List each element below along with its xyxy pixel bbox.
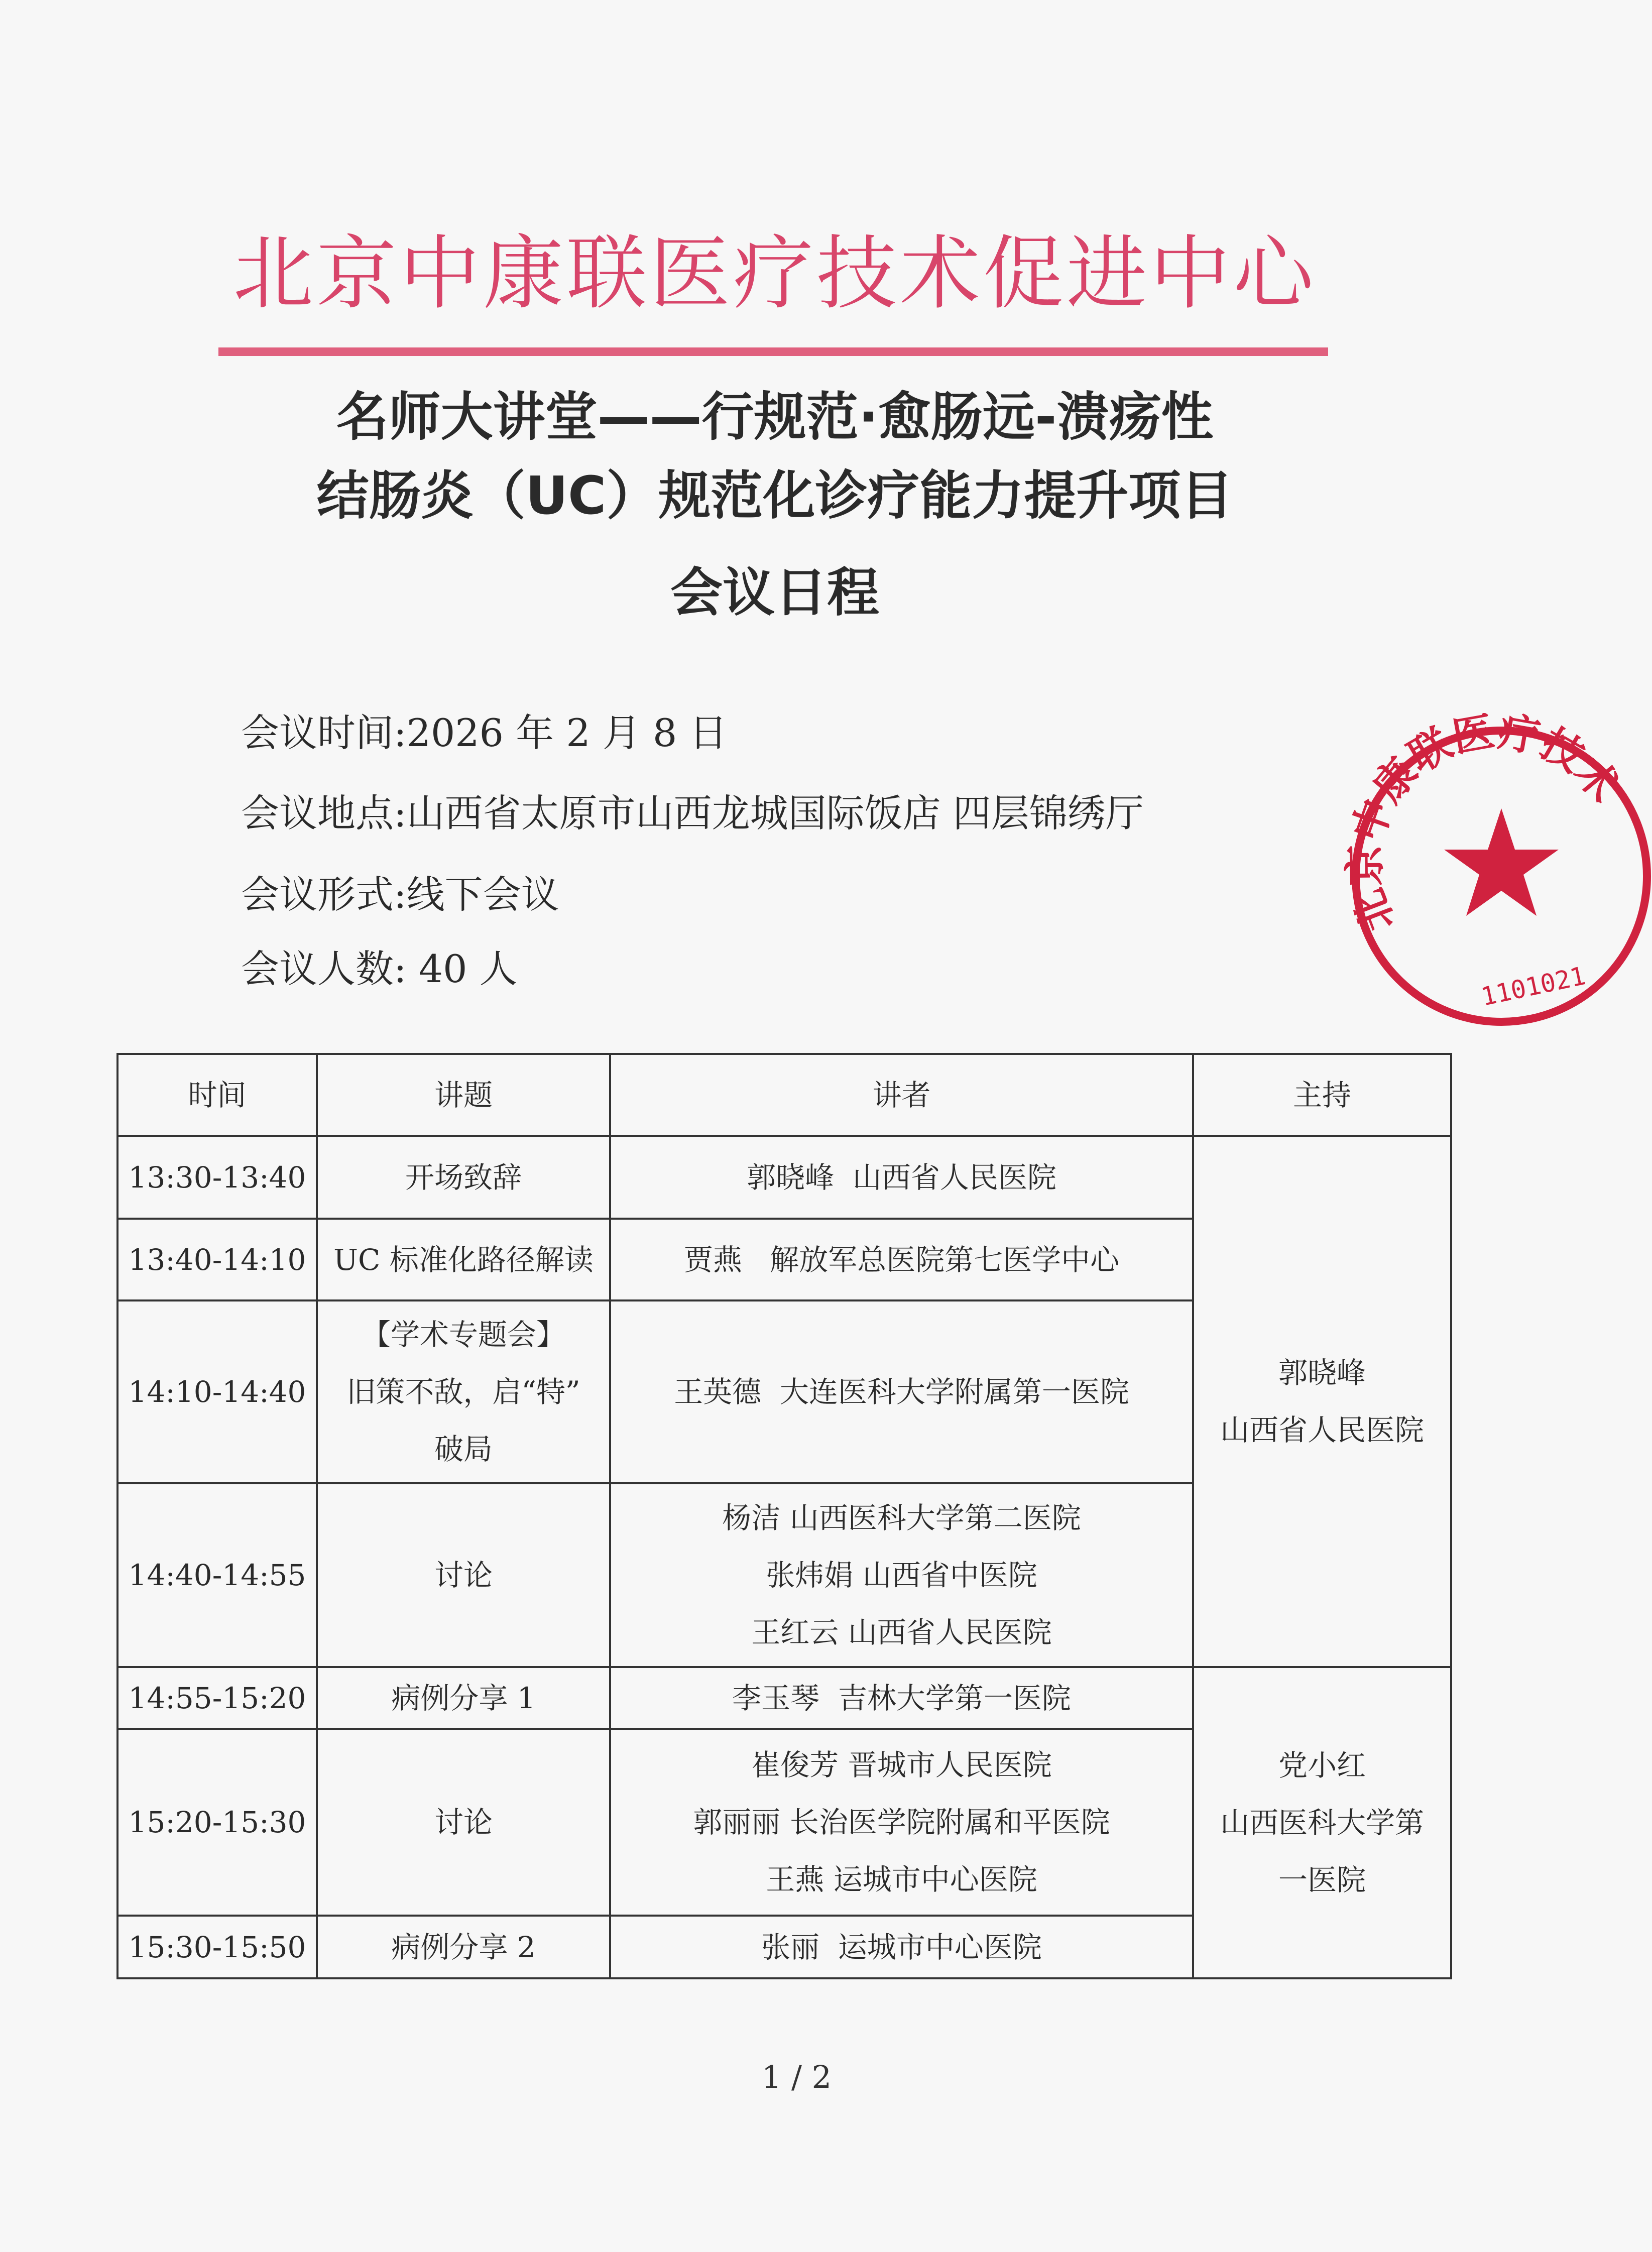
time-cell: 14:55-15:20 — [117, 1667, 317, 1729]
header-speaker: 讲者 — [610, 1054, 1193, 1136]
topic-cell — [317, 1300, 610, 1483]
speaker-cell: 张丽 运城市中心医院 — [610, 1916, 1193, 1978]
table-row — [117, 1136, 1451, 1219]
host-cell — [1193, 1136, 1451, 1667]
speaker-cell — [610, 1729, 1193, 1916]
schedule-table — [116, 1053, 1452, 1979]
speaker-line: 张炜娟 山西省中医院 — [766, 1558, 1037, 1592]
topic-line: 破局 — [434, 1432, 493, 1466]
meeting-attendees: 会议人数: 40 人 — [241, 946, 518, 991]
topic-cell: 讨论 — [317, 1483, 610, 1667]
topic-cell: 病例分享 1 — [317, 1667, 610, 1729]
host-affiliation: 山西省人民医院 — [1220, 1413, 1424, 1447]
topic-line: 旧策不敌，启“特” — [346, 1375, 580, 1409]
meeting-format: 会议形式:线下会议 — [241, 872, 559, 917]
official-seal — [1336, 713, 1652, 1031]
star-icon — [1444, 808, 1559, 916]
time-cell: 14:40-14:55 — [117, 1483, 317, 1667]
meeting-time: 会议时间:2026 年 2 月 8 日 — [241, 710, 728, 755]
topic-cell: 病例分享 2 — [317, 1916, 610, 1978]
time-cell: 13:30-13:40 — [117, 1136, 317, 1219]
speaker-line: 郭丽丽 长治医学院附属和平医院 — [693, 1805, 1110, 1839]
time-cell: 13:40-14:10 — [117, 1219, 317, 1300]
header-divider — [218, 347, 1328, 356]
speaker-cell — [610, 1483, 1193, 1667]
speaker-line: 王红云 山西省人民医院 — [751, 1615, 1052, 1649]
host-name: 党小红 — [1278, 1748, 1366, 1783]
page-number: 1 / 2 — [761, 2059, 832, 2095]
speaker-cell: 王英德 大连医科大学附属第一医院 — [610, 1300, 1193, 1483]
organization-title: 北京中康联医疗技术促进中心 — [232, 226, 1317, 320]
host-affiliation: 一医院 — [1278, 1863, 1366, 1897]
speaker-line: 杨洁 山西医科大学第二医院 — [722, 1501, 1081, 1535]
speaker-cell: 郭晓峰 山西省人民医院 — [610, 1136, 1193, 1219]
seal-code: 1101021 — [1478, 961, 1588, 1012]
speaker-line: 王燕 运城市中心医院 — [766, 1862, 1037, 1897]
speaker-cell: 李玉琴 吉林大学第一医院 — [610, 1667, 1193, 1729]
host-name: 郭晓峰 — [1278, 1356, 1366, 1390]
speaker-line: 崔俊芳 晋城市人民医院 — [751, 1748, 1052, 1782]
seal-text: 北京中康联医疗技术 — [1341, 713, 1629, 938]
document-title-line3: 会议日程 — [670, 562, 879, 623]
speaker-cell: 贾燕 解放军总医院第七医学中心 — [610, 1219, 1193, 1300]
time-cell: 15:20-15:30 — [117, 1729, 317, 1916]
time-cell: 14:10-14:40 — [117, 1300, 317, 1483]
table-header-row — [117, 1054, 1451, 1136]
header-time: 时间 — [117, 1054, 317, 1136]
table-row — [117, 1667, 1451, 1729]
meeting-location: 会议地点:山西省太原市山西龙城国际饭店 四层锦绣厅 — [241, 791, 1144, 836]
document-title-line1: 名师大讲堂——行规范·愈肠远-溃疡性 — [336, 386, 1214, 447]
host-affiliation: 山西医科大学第 — [1220, 1806, 1424, 1840]
header-host: 主持 — [1193, 1054, 1451, 1136]
document-title-line2: 结肠炎（UC）规范化诊疗能力提升项目 — [316, 465, 1233, 526]
topic-line: 【学术专题会】 — [361, 1318, 565, 1352]
host-cell — [1193, 1667, 1451, 1978]
header-topic: 讲题 — [317, 1054, 610, 1136]
time-cell: 15:30-15:50 — [117, 1916, 317, 1978]
topic-cell: 讨论 — [317, 1729, 610, 1916]
topic-cell: UC 标准化路径解读 — [317, 1219, 610, 1300]
topic-cell: 开场致辞 — [317, 1136, 610, 1219]
